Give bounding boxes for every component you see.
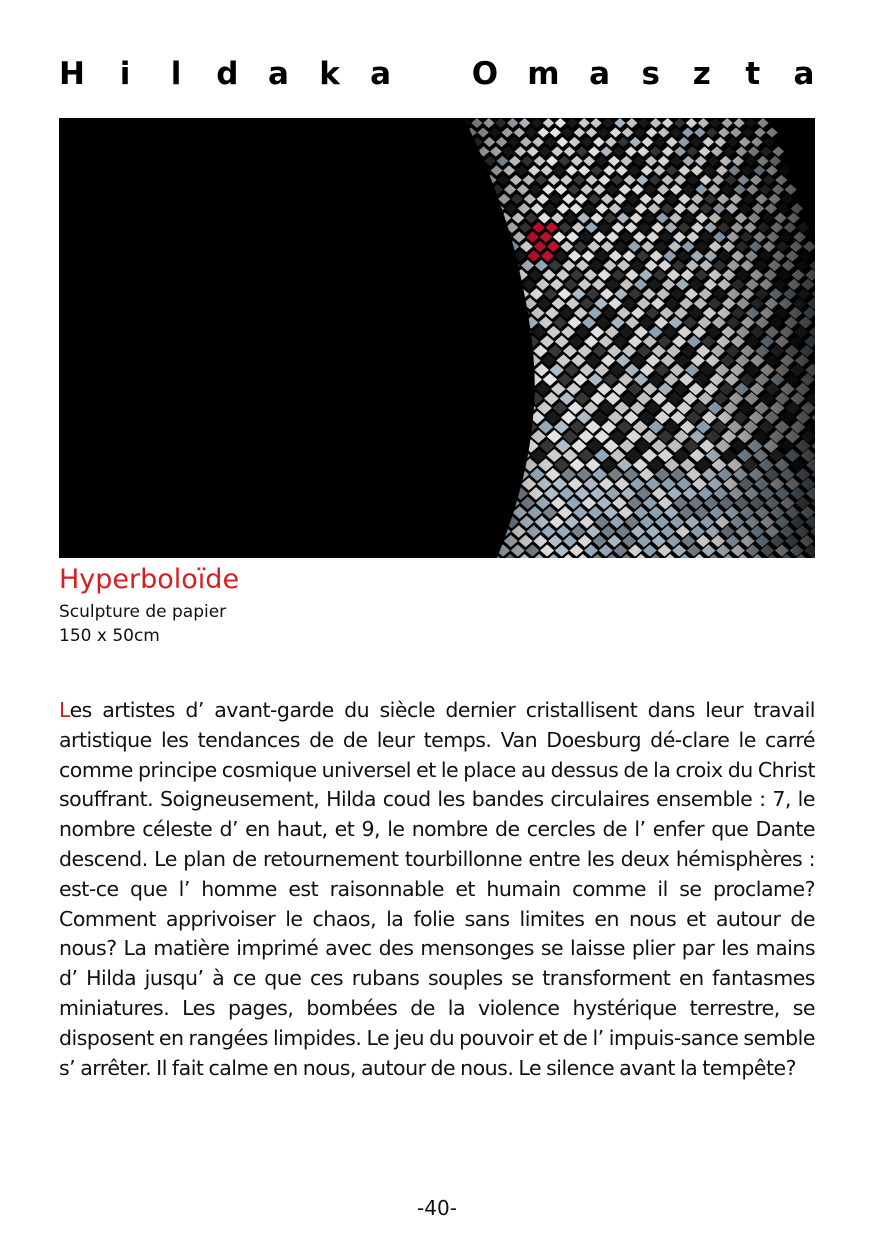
drop-cap-letter: L	[59, 698, 70, 722]
work-details	[59, 600, 226, 648]
name-letter: z	[692, 55, 711, 92]
work-title: Hyperboloïde	[59, 564, 240, 595]
body-text: es artistes d’ avant-garde du siècle dernier cristallisent dans leur travail artistique les tendances de de leur temps. Van Doesburg dé-clare le carré comme principe cosmique universel et le place au dessus de la croix du Christ souffrant. Soigneusement, Hilda coud les bandes circulaires ensemble : 7, le nombre céleste d’ en haut, et 9, le nombre de cercles de l’ enfer que Dante descend. Le plan de retournement tourbillonne entre les deux hémisphères : est-ce que l’ homme est raisonnable et humain comme il se proclame? Comment apprivoiser le chaos, la folie sans limites en nous et autour de nous? La matière imprimé avec des mensonges se laisse plier par les mains d’ Hilda jusqu’ à ce que ces rubans souples se transforment en fantasmes miniatures. Les pages, bombées de la violence hystérique terrestre, se disposent en rangées limpides. Le jeu du pouvoir et de l’ impuis-sance semble s’ arrêter. Il fait calme en nous, autour de nous. Le silence avant la tempête?	[59, 698, 815, 1080]
name-letter: k	[319, 55, 340, 92]
body-paragraph	[59, 696, 815, 1083]
name-letter: d	[216, 55, 239, 92]
name-letter: l	[170, 55, 182, 92]
name-letter: t	[745, 55, 761, 92]
name-letter: s	[641, 55, 660, 92]
name-gap	[421, 59, 443, 90]
name-letter: O	[471, 55, 499, 92]
artist-name-heading	[59, 52, 815, 96]
name-letter: i	[119, 55, 131, 92]
work-dimensions: 150 x 50cm	[59, 626, 160, 646]
name-letter: a	[589, 55, 611, 92]
name-letter: a	[370, 55, 392, 92]
name-letter: H	[59, 55, 85, 92]
work-medium: Sculpture de papier	[59, 602, 227, 622]
name-letter: m	[527, 55, 560, 92]
sculpture-photo	[59, 118, 815, 558]
name-letter: a	[793, 55, 815, 92]
page-number: -40-	[417, 1196, 457, 1220]
name-letter: a	[268, 55, 289, 92]
